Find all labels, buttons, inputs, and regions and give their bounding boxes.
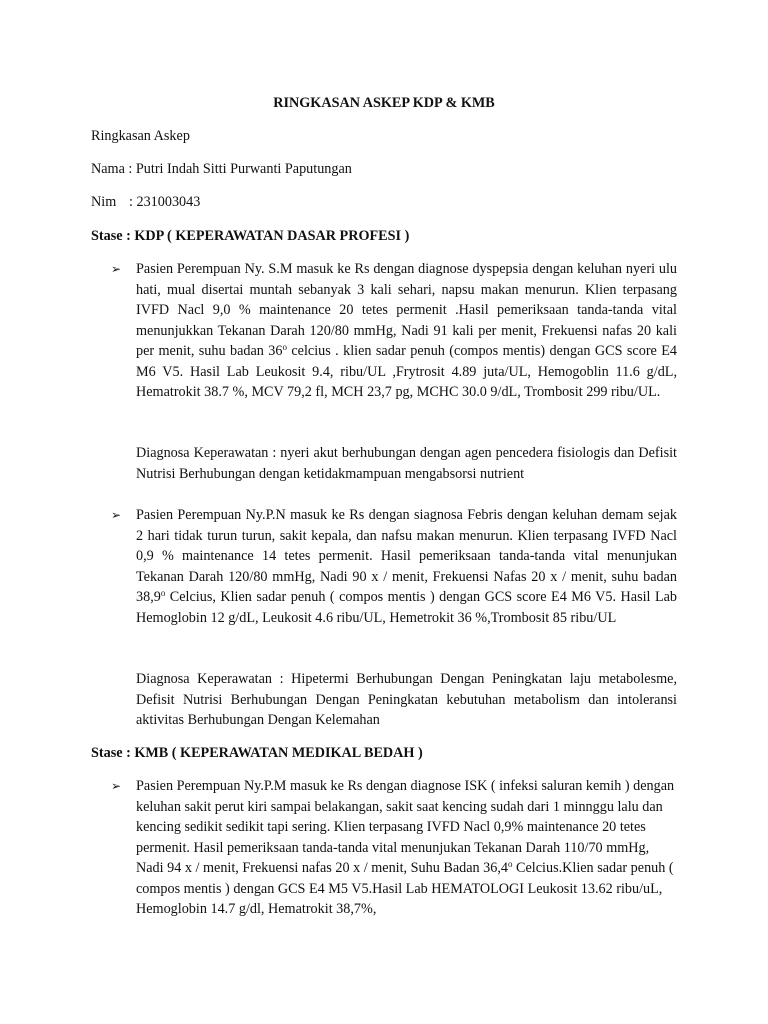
patient-2-summary xyxy=(136,505,677,628)
patient-2-text-a: Pasien Perempuan Ny.P.N masuk ke Rs dengan siagnosa Febris dengan keluhan demam sejak 2 hari tidak turun turun, sakit kepala, dan nafsu makan menurun. Klien terpasang IVFD Nacl 0,9 % maintenance 14 tetes permenit. Hasil pemeriksaan tanda-tanda vital menunjukan Tekanan Darah 120/80 mmHg, Nadi 90 x / menit, Frekuensi Nafas 20 x / menit, suhu badan 38,9 xyxy=(136,507,677,605)
document-title: RINGKASAN ASKEP KDP & KMB xyxy=(273,95,495,111)
nim-label: Nim xyxy=(91,194,117,210)
patient-2-diagnosis: Diagnosa Keperawatan : Hipetermi Berhubungan Dengan Peningkatan laju metabolesme, Defisit Nutrisi Berhubungan Dengan Peningkatan kebutuhan metabolism dan intoleransi aktivitas Berhubungan Dengan Kelemahan xyxy=(136,671,677,728)
nim-value: : 231003043 xyxy=(129,194,201,210)
bullet-icon: ➢ xyxy=(111,262,122,276)
patient-1-summary xyxy=(136,259,677,403)
bullet-icon: ➢ xyxy=(111,779,122,793)
patient-1-text-a: Pasien Perempuan Ny. S.M masuk ke Rs dengan diagnose dyspepsia dengan keluhan nyeri ulu hati, mual disertai muntah sebanyak 3 kali sehari, napsu makan menurun. Klien terpasang IVFD Nacl 9,0 % maintenance 20 tetes permenit .Hasil pemeriksaan tanda-tanda vital menunjukkan Tekanan Darah 120/80 mmHg, Nadi 91 kali per menit, Frekuensi nafas 20 kali per menit, suhu badan 36 xyxy=(136,261,677,359)
patient-2-text-b: Celcius, Klien sadar penuh ( compos mentis ) dengan GCS score E4 M6 V5. Hasil Lab Hemoglobin 12 g/dL, Leukosit 4.6 ribu/UL, Hemetrokit 36 %,Trombosit 85 ribu/UL xyxy=(136,589,677,626)
document-subtitle: Ringkasan Askep xyxy=(91,128,190,144)
degree-superscript: o xyxy=(282,342,287,352)
patient-3-text-b: Celcius.Klien sadar penuh ( compos mentis ) dengan GCS E4 M5 V5.Hasil Lab HEMATOLOGI Leukosit 13.62 ribu/uL, Hemoglobin 14.7 g/dl, Hematrokit 38,7%, xyxy=(136,860,674,917)
degree-superscript: o xyxy=(160,588,166,598)
section-heading-kmb: Stase : KMB ( KEPERAWATAN MEDIKAL BEDAH ) xyxy=(91,745,423,761)
patient-3-text-a: Pasien Perempuan Ny.P.M masuk ke Rs dengan diagnose ISK ( infeksi saluran kemih ) dengan keluhan sakit perut kiri sampai belakangan, sakit saat kencing sudah dari 1 minnggu lalu dan kencing sedikit sedikit tapi sering. Klien terpasang IVFD Nacl 0,9% maintenance 20 tetes permenit. Hasil pemeriksaan tanda-tanda vital menunjukan Tekanan Darah 110/70 mmHg, Nadi 94 x / menit, Frekuensi nafas 20 x / menit, Suhu Badan 36,4 xyxy=(136,778,675,876)
patient-3-summary xyxy=(136,776,677,920)
patient-1-text-b: celcius . klien sadar penuh (compos mentis) dengan GCS score E4 M6 V5. Hasil Lab Leukosit 9.4, ribu/UL ,Frytrosit 4.89 juta/UL, Hemogoblin 11.6 g/dL, Hematrokit 38.7 %, MCV 79,2 fl, MCH 23,7 pg, MCHC 30.0 9/dL, Trombosit 299 ribu/UL. xyxy=(136,343,678,400)
patient-1-diagnosis: Diagnosa Keperawatan : nyeri akut berhubungan dengan agen pencedera fisiologis dan Defisit Nutrisi Berhubungan dengan ketidakmampuan mengabsorsi nutrient xyxy=(136,445,677,482)
student-name: Nama : Putri Indah Sitti Purwanti Paputungan xyxy=(91,161,352,177)
degree-superscript: o xyxy=(507,859,513,869)
student-nim xyxy=(91,193,200,211)
bullet-icon: ➢ xyxy=(111,508,122,522)
section-heading-kdp: Stase : KDP ( KEPERAWATAN DASAR PROFESI ) xyxy=(91,228,410,244)
